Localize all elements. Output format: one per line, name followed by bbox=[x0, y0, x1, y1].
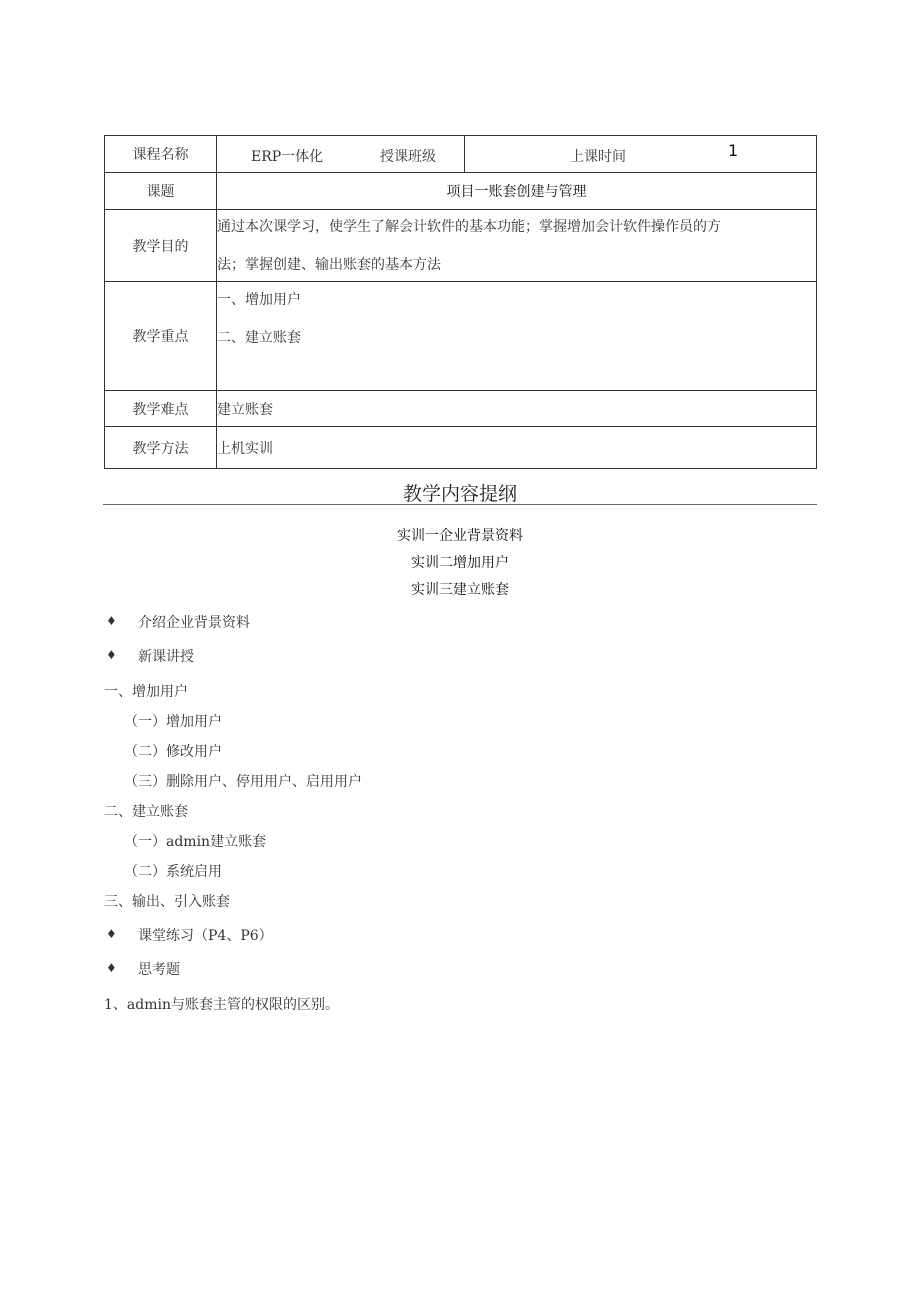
topic-value: 项目一账套创建与管理 bbox=[217, 173, 817, 210]
bullet-intro: 介绍企业背景资料 bbox=[138, 615, 250, 631]
key-cell bbox=[217, 282, 817, 391]
section-1-item-1: （一）增加用户 bbox=[124, 714, 222, 730]
course-name: ERP一体化 bbox=[251, 149, 324, 165]
diamond-bullet-icon: ♦ bbox=[106, 927, 117, 941]
bullet-new-lesson: 新课讲授 bbox=[138, 649, 194, 665]
difficult-label: 教学难点 bbox=[105, 391, 217, 427]
key-point-2: 二、建立账套 bbox=[217, 330, 301, 346]
time-cell bbox=[465, 136, 817, 173]
method-value: 上机实训 bbox=[217, 427, 817, 469]
outline-heading: 教学内容提纲 bbox=[402, 483, 517, 505]
row-topic bbox=[105, 173, 817, 210]
course-name-cell bbox=[217, 136, 465, 173]
key-point-1: 一、增加用户 bbox=[217, 292, 301, 308]
session-number: 1 bbox=[728, 141, 739, 160]
bullet-thinking: 思考题 bbox=[138, 962, 180, 978]
goal-cell bbox=[217, 210, 817, 282]
diamond-bullet-icon: ♦ bbox=[106, 614, 117, 628]
class-label: 授课班级 bbox=[380, 149, 436, 165]
course-info-table bbox=[104, 135, 817, 469]
section-1-item-3: （三）删除用户、停用用户、启用用户 bbox=[124, 774, 362, 790]
training-1: 实训一企业背景资料 bbox=[397, 528, 523, 544]
diamond-bullet-icon: ♦ bbox=[106, 648, 117, 662]
goal-label: 教学目的 bbox=[105, 210, 217, 282]
section-1-item-2: （二）修改用户 bbox=[124, 744, 222, 760]
bullet-exercise: 课堂练习（P4、P6） bbox=[138, 928, 273, 944]
topic-label: 课题 bbox=[105, 173, 217, 210]
goal-line-2: 法；掌握创建、输出账套的基本方法 bbox=[217, 257, 441, 273]
row-method bbox=[105, 427, 817, 469]
time-label: 上课时间 bbox=[570, 149, 626, 165]
goal-line-1: 通过本次课学习，使学生了解会计软件的基本功能；掌握增加会计软件操作员的方 bbox=[217, 219, 721, 235]
section-2-item-1: （一）admin建立账套 bbox=[124, 834, 267, 850]
course-name-label: 课程名称 bbox=[105, 136, 217, 173]
question-1: 1、admin与账套主管的权限的区别。 bbox=[104, 997, 339, 1013]
section-2-title: 二、建立账套 bbox=[104, 804, 188, 820]
training-2: 实训二增加用户 bbox=[411, 555, 509, 571]
section-2-item-2: （二）系统启用 bbox=[124, 864, 222, 880]
section-1-title: 一、增加用户 bbox=[104, 684, 188, 700]
row-course bbox=[105, 136, 817, 173]
training-3: 实训三建立账套 bbox=[411, 582, 509, 598]
section-3-title: 三、输出、引入账套 bbox=[104, 894, 230, 910]
diamond-bullet-icon: ♦ bbox=[106, 961, 117, 975]
difficult-value: 建立账套 bbox=[217, 391, 817, 427]
row-difficult bbox=[105, 391, 817, 427]
key-label: 教学重点 bbox=[105, 282, 217, 391]
row-goal bbox=[105, 210, 817, 282]
row-key-points bbox=[105, 282, 817, 391]
method-label: 教学方法 bbox=[105, 427, 217, 469]
heading-divider bbox=[103, 504, 817, 505]
